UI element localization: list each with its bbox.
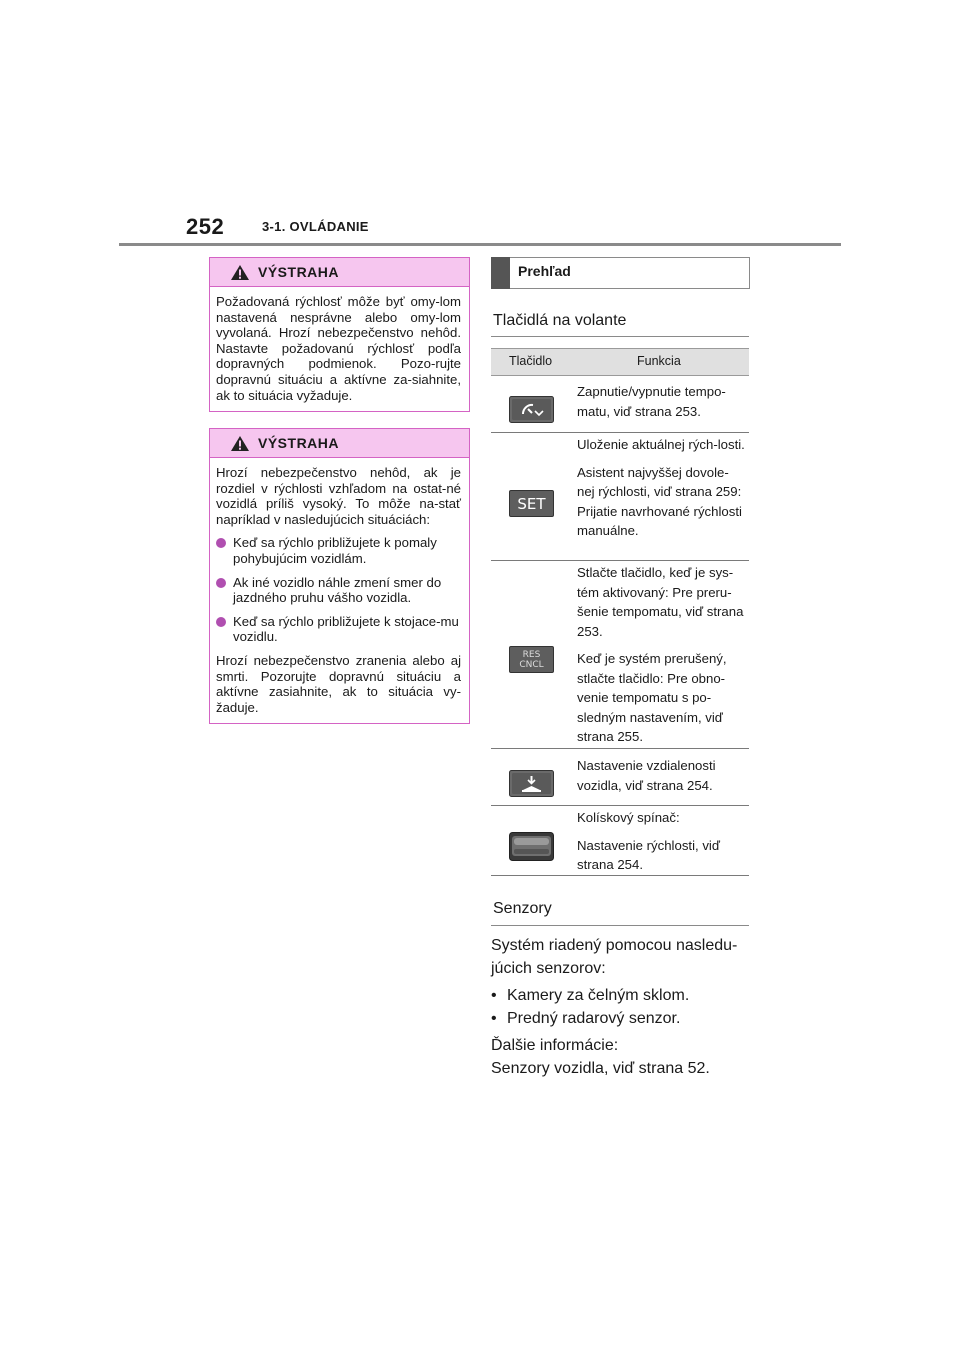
warning-bullet: [216, 535, 461, 566]
col-header-function: Funkcia: [637, 354, 681, 368]
warning-header: [210, 429, 469, 458]
sensors-heading: Senzory: [493, 900, 552, 917]
subheading-divider: [491, 336, 749, 337]
warning-triangle-icon: [230, 435, 250, 452]
bullet-dot-icon: [216, 538, 229, 548]
function-text: Nastavenie rýchlosti, viď strana 254.: [577, 837, 720, 872]
col-header-button: Tlačidlo: [509, 354, 553, 368]
list-item-text: Predný radarový senzor.: [507, 1009, 681, 1027]
set-button-icon: SET: [509, 490, 554, 517]
warning-box-2: [209, 428, 470, 724]
sensors-section: [491, 935, 761, 1081]
icon-label-res: RES: [522, 650, 541, 660]
list-item-text: Kamery za čelným sklom.: [507, 987, 690, 1005]
distance-button-icon: [509, 770, 554, 797]
bullet-text: Keď sa rýchlo približujete k pomaly pohybujúcim vozidlám.: [233, 535, 437, 566]
more-info-label: Ďalšie informácie:: [491, 1037, 619, 1055]
warning-box-1: [209, 257, 470, 412]
function-text: Asistent najvyššej dovole-nej rýchlosti, viď strana 259: Prijatie navrhované rýchlosti manuálne.: [577, 464, 742, 538]
header-divider: [119, 243, 841, 246]
warning-header: [210, 258, 469, 287]
bullet-text: Ak iné vozidlo náhle zmení smer do jazdného pruhu vášho vozidla.: [233, 574, 442, 606]
warning-text: Požadovaná rýchlosť môže byť omy-lom nastavená nesprávne alebo omy-lom vyvolaná. Hrozí nebezpečenstvo nehôd. Nastavte požadovanú rýchlosť podľa dopravných podmienok. Pozo-rujte dopravnú situáciu a aktívne za-siahnite, ak to situácia vyžaduje.: [216, 294, 461, 403]
list-item: [491, 985, 761, 1008]
function-text: Keď je systém prerušený, stlačte tlačidlo: Pre obno-venie tempomatu s po-sledným nastavením, viď strana 255.: [577, 651, 727, 744]
rocker-switch-icon: [509, 832, 554, 861]
function-text: Kolískový spínač:: [577, 810, 680, 825]
subheading-divider: [491, 925, 749, 926]
overview-heading-box: [491, 257, 750, 289]
warning-title: VÝSTRAHA: [258, 264, 340, 280]
bullet-dot-icon: [216, 617, 229, 627]
steering-buttons-heading: Tlačidlá na volante: [493, 312, 627, 329]
function-text: Zapnutie/vypnutie tempo-matu, viď strana 253.: [577, 384, 726, 419]
warning-bullet: [216, 614, 461, 645]
bullet-dot-icon: [216, 578, 229, 588]
warning-title: VÝSTRAHA: [258, 435, 340, 451]
heading-marker: [491, 257, 510, 289]
table-row: [491, 374, 749, 433]
section-title: 3-1. OVLÁDANIE: [262, 219, 369, 234]
bullet-text: Keď sa rýchlo približujete k stojace-mu vozidlu.: [233, 613, 459, 645]
warning-bullet: [216, 575, 461, 606]
list-item: [491, 1008, 761, 1031]
table-row: [491, 805, 749, 876]
warning-triangle-icon: [230, 264, 250, 281]
function-text: Uloženie aktuálnej rých-losti.: [577, 437, 745, 452]
function-text: Stlačte tlačidlo, keď je sys-tém aktivovaný: Pre preru-šenie tempomatu, viď strana 253.: [577, 565, 744, 639]
bullet-icon: •: [491, 1009, 497, 1027]
cruise-toggle-icon: [509, 396, 554, 423]
table-row: [491, 432, 749, 561]
res-cncl-button-icon: [509, 646, 554, 673]
table-row: [491, 560, 749, 749]
warning-outro: Hrozí nebezpečenstvo zranenia alebo aj smrti. Pozorujte dopravnú situáciu a aktívne zasiahnite, ak to situácia vy-žaduje.: [216, 652, 461, 715]
more-info-link[interactable]: Senzory vozidla, viď strana 52.: [491, 1059, 710, 1077]
warning-intro: Hrozí nebezpečenstvo nehôd, ak je rozdiel v rýchlosti vzhľadom na ostat-né vozidlá príliš vysoký. To môže na-stať napríklad v nasledujúcich situáciách:: [216, 465, 461, 527]
table-row: [491, 748, 749, 806]
function-text: Nastavenie vzdialenosti vozidla, viď strana 254.: [577, 758, 716, 793]
page-number: 252: [186, 214, 225, 239]
icon-label-cncl: CNCL: [519, 660, 544, 670]
sensors-intro: Systém riadený pomocou nasledu-júcich senzorov:: [491, 937, 738, 977]
table-header: [491, 348, 749, 376]
overview-title: Prehľad: [518, 263, 571, 279]
bullet-icon: •: [491, 987, 497, 1005]
